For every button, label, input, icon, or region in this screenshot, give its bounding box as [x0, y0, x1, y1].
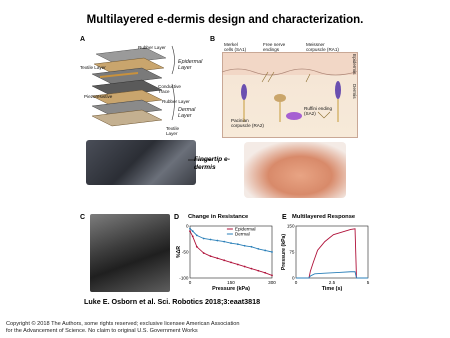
- series-point-2: [251, 246, 253, 248]
- legend-label-1: Epidermal: [234, 226, 256, 232]
- legend-label-2: Dermal: [234, 231, 250, 237]
- x-axis-label: Pressure (kPa): [212, 286, 250, 292]
- series-point-1: [237, 264, 239, 266]
- series-point-1: [264, 272, 266, 274]
- y-tick-label: 0: [185, 223, 189, 229]
- dermis-label: Dermis: [352, 84, 357, 99]
- conductive-trace-label: Conductive Trace: [158, 84, 181, 94]
- epidermal-layer-label: Epidermal Layer: [178, 59, 203, 71]
- y-tick-label: 150: [286, 223, 295, 229]
- y-axis-label: %ΔR: [176, 245, 182, 259]
- chart-e-title: Multilayered Response: [292, 214, 356, 220]
- prosthesis-photo: [90, 214, 170, 292]
- series-point-1: [257, 270, 259, 272]
- piezoresistive-label: Piezoresistive: [84, 94, 113, 99]
- panel-e-label: E: [282, 214, 287, 221]
- fingertip-photo: [86, 140, 196, 185]
- x-tick-label: 300: [268, 280, 276, 285]
- series-point-1: [244, 266, 246, 268]
- y-tick-label: -100: [179, 275, 189, 281]
- series-point-2: [264, 250, 266, 252]
- series-line-2: [190, 226, 272, 252]
- chart-d-title: Change in Resistance: [188, 214, 249, 220]
- series-line-2: [296, 272, 368, 278]
- series-point-2: [230, 242, 232, 244]
- series-point-2: [223, 241, 225, 243]
- x-tick-label: 150: [227, 280, 235, 285]
- x-tick-label: 0: [294, 280, 298, 285]
- free-nerve-label: Free nerve endings: [263, 42, 286, 52]
- panel-c-label: C: [80, 214, 86, 221]
- copyright-line-1: Copyright © 2018 The Authors, some rights reserved; exclusive licensee American Association: [6, 321, 240, 327]
- panel-a-label: A: [80, 36, 86, 43]
- series-point-2: [196, 234, 198, 236]
- dermal-layer-label: Dermal Layer: [178, 107, 196, 119]
- series-point-2: [203, 238, 205, 240]
- series-line-1: [296, 229, 368, 278]
- y-tick-label: 75: [289, 249, 295, 255]
- series-point-1: [210, 255, 212, 257]
- textile-layer-label: Textile Layer: [80, 65, 106, 70]
- series-point-1: [251, 268, 253, 270]
- series-point-1: [203, 252, 205, 254]
- series-point-2: [210, 239, 212, 241]
- series-point-1: [223, 259, 225, 261]
- series-point-1: [216, 257, 218, 259]
- y-tick-label: -50: [181, 249, 189, 255]
- series-point-1: [196, 246, 198, 248]
- series-point-2: [244, 245, 246, 247]
- x-axis-label: Time (s): [321, 286, 343, 292]
- copyright: [6, 321, 239, 335]
- series-point-2: [192, 230, 194, 232]
- x-tick-label: 0: [188, 280, 192, 285]
- rubber-layer-label: Rubber Layer: [138, 45, 166, 50]
- ruffini-label: Ruffini ending (SA2): [304, 106, 333, 116]
- series-point-1: [189, 230, 191, 232]
- panel-b-label: B: [210, 36, 216, 43]
- chart-d: [176, 222, 276, 294]
- merkel-label: Merkel cells (SA1): [224, 42, 247, 52]
- series-point-1: [192, 236, 194, 238]
- textile-layer-bottom-label: Textile Layer: [166, 126, 180, 136]
- plot-frame: [296, 226, 368, 278]
- copyright-line-2: for the Advancement of Science. No claim to original U.S. Government Works: [6, 328, 198, 334]
- series-point-1: [230, 262, 232, 264]
- series-point-2: [216, 240, 218, 242]
- rubber-layer-mid-label: Rubber Layer: [162, 99, 190, 104]
- pacinian-label: Pacinian corpuscle (RA2): [231, 118, 264, 128]
- y-axis-label: Pressure (kPa): [281, 233, 287, 271]
- x-tick-label: 2.5: [328, 280, 336, 285]
- figure: [78, 34, 374, 296]
- meissner-label: Meissner corpuscle (RA1): [306, 42, 339, 52]
- panel-d-label: D: [174, 214, 180, 221]
- citation: Luke E. Osborn et al. Sci. Robotics 2018;3:eaat3818: [84, 297, 261, 306]
- y-tick-label: 0: [291, 275, 295, 281]
- chart-e: [280, 222, 374, 294]
- series-point-2: [257, 248, 259, 250]
- series-point-2: [189, 228, 191, 230]
- series-point-2: [237, 243, 239, 245]
- figure-title: Multilayered e-dermis design and characterization.: [86, 14, 364, 26]
- epidermis-label: Epidermis: [352, 54, 357, 75]
- hand-photo: [244, 142, 346, 198]
- fingertip-label: Fingertip e-dermis: [194, 156, 230, 171]
- series-point-2: [271, 251, 273, 253]
- x-tick-label: 5: [366, 280, 370, 285]
- series-point-1: [271, 275, 273, 277]
